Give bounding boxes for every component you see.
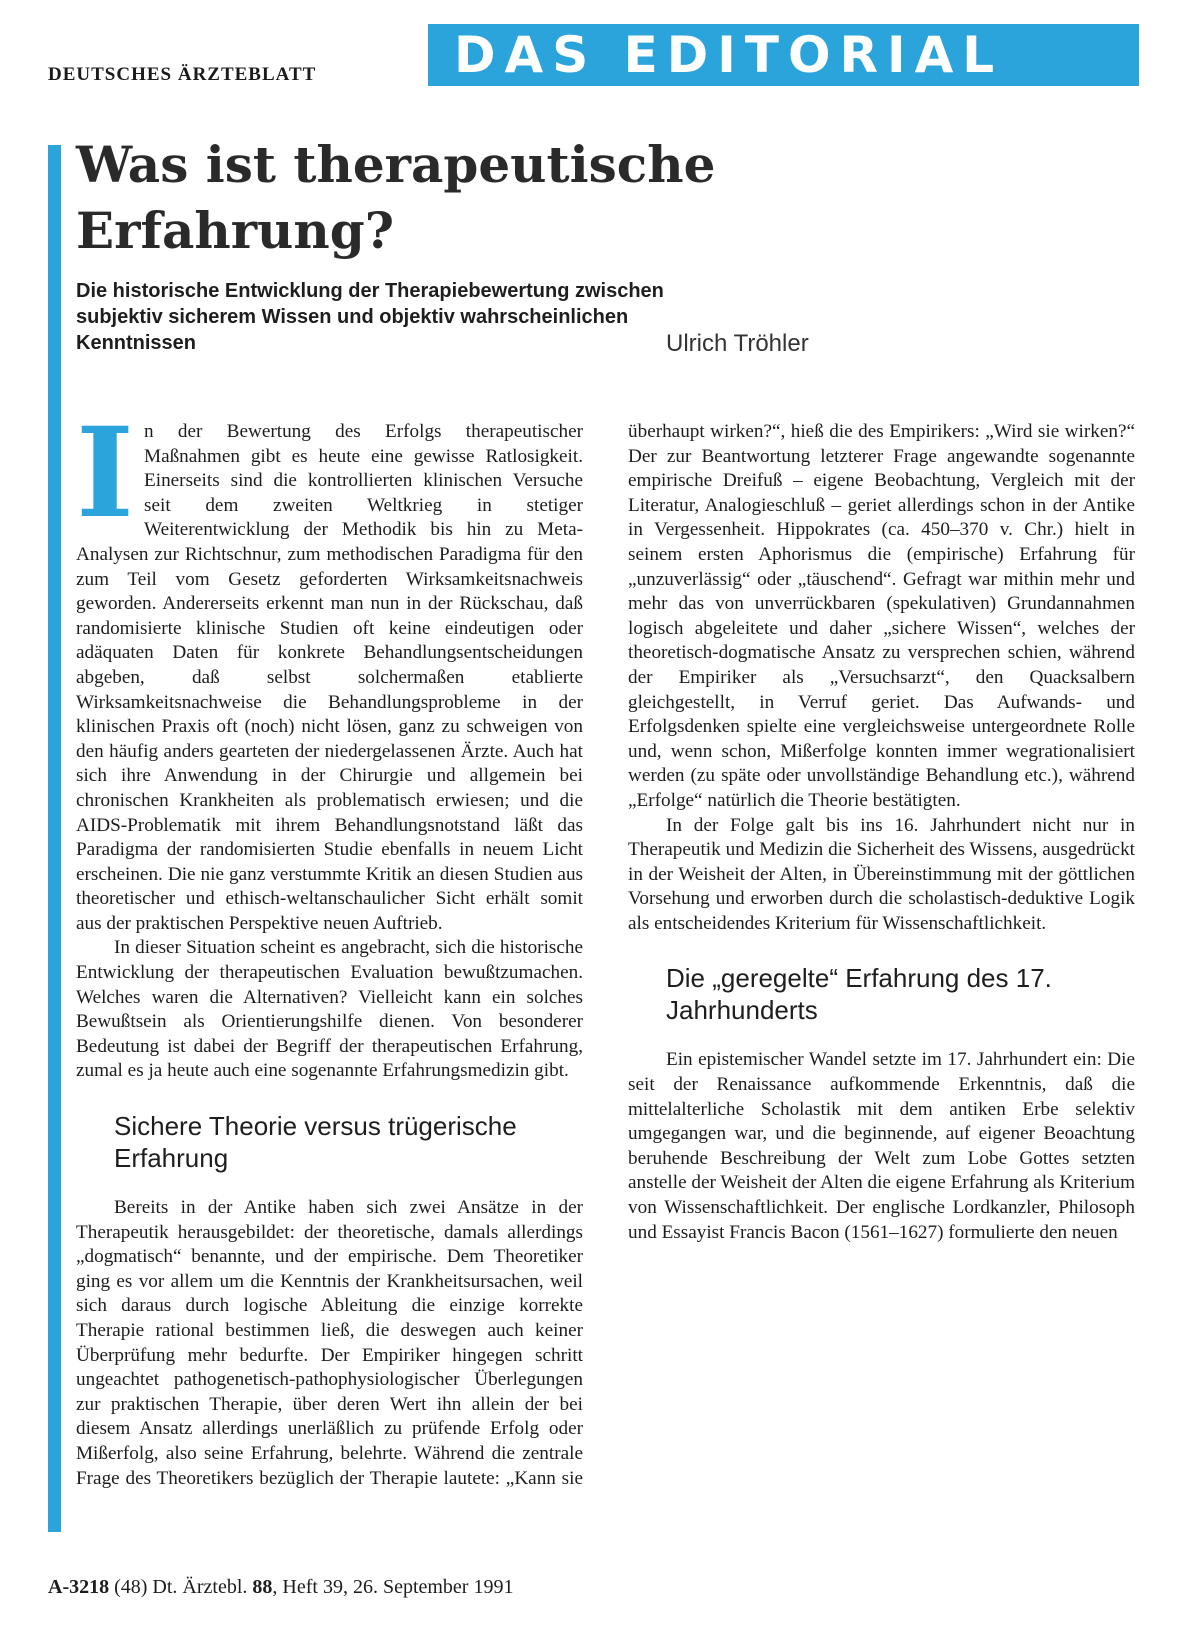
section-heading: Sichere Theorie versus trügerische Erfahrung (114, 1111, 517, 1174)
accent-bar (48, 145, 61, 1532)
text-column-left (76, 401, 583, 1491)
article-author: Ulrich Tröhler (666, 330, 809, 357)
paragraph-continued: überhaupt wirken?“, hieß die des Empirikers: „Wird sie wirken?“ Der zur Beantwortung letzterer Frage angewandte sogenannte empirische Dreifuß – eigene Beobachtung, Vergleich mit der Literatur, Analogieschluß – geriet allerdings schon in der Antike in Vergessenheit. Hippokrates (ca. 450–370 v. Chr.) hielt in seinem ersten Aphorismus die (empirische) Erfahrung für „unzuverlässig“ oder „täuschend“. Gefragt war mithin mehr und mehr das von unverrückbaren (spekulativen) Grundannahmen logisch abgeleitete und daher „sichere Wissen“, welches der theoretisch-dogmatische Ansatz zu versprechen schien, während der Empiriker als „Versuchsarzt“, den Quacksalbern gleichgestellt, in Verruf geriet. Das Aufwands- und Erfolgsdenken spielte eine vergleichsweise untergeordnete Rolle und, wenn schon, Mißerfolge konnten immer wegrationalisiert werden (zu späte oder unvollständige Behandlung etc.), während „Erfolge“ natürlich die Theorie bestätigten. (628, 421, 1135, 811)
citation-text: (48) Dt. Ärztebl. (109, 1576, 253, 1598)
section-banner: DAS EDITORIAL (428, 24, 1139, 86)
page-footer (48, 1576, 513, 1599)
article-title: Was ist therapeutische Erfahrung? (76, 135, 716, 260)
paragraph-intro (76, 401, 583, 936)
volume-number: 88 (252, 1576, 273, 1598)
paragraph: In der Folge galt bis ins 16. Jahrhundert nicht nur in Therapeutik und Medizin die Sicherheit des Wissens, ausgedrückt in der Weisheit der Alten, in Übereinstimmung mit der göttlichen Vorsehung und erworben durch die scholastisch-deduktive Logik als entscheidendes Kriterium für Wissenschaftlichkeit. (628, 814, 1135, 934)
article-subtitle: Die historische Entwicklung der Therapiebewertung zwischen subjektiv sicherem Wissen und objektiv wahrscheinlichen Kenntnissen (76, 280, 664, 354)
paragraph: Ein epistemischer Wandel setzte im 17. Jahrhundert ein: Die seit der Renaissance aufkommende Erkenntnis, daß die mittelalterliche Scholastik mit dem antiken Erbe selektiv umgegangen war, und die beginnende, auf eigener Beoachtung beruhende Beschreibung der Welt zum Lobe Gottes setzten anstelle der Weisheit der Alten die eigene Erfahrung als Kriterium von Wissenschaftlichkeit. Der englische Lordkanzler, Philosoph und Essayist Francis Bacon (1561–1627) formulierte den neuen (628, 1049, 1135, 1243)
text-column-right (628, 420, 1135, 1245)
paragraph: Bereits in der Antike haben sich zwei Ansätze in der Therapeutik herausgebildet: der theoretische, damals allerdings „dogmatisch“ benannte, und der empirische. Dem Theoretiker ging es vor allem um die Kenntnis der Krankheitsursachen, weil sich daraus durch logische Ableitung die einzige korrekte Therapie rational bestimmen ließ, die deswegen auch keiner Überprüfung mehr bedurfte. Der Empiriker hingegen schritt ungeachtet pathogenetisch-pathophysiologischer Überlegungen zur praktischen Therapie, über deren Wert ihn allein der bei diesem Ansatz allerdings unerläßlich zu prüfende Erfolg oder Mißerfolg, also seine Erfahrung, belehrte. Während die zentrale Frage des Theoretikers bezüglich der Therapie lautete: „Kann sie (76, 1197, 583, 1489)
citation-text-end: , Heft 39, 26. September 1991 (272, 1576, 514, 1598)
paragraph: In dieser Situation scheint es angebracht, sich die historische Entwicklung der therapeutischen Evaluation bewußtzumachen. Welches waren die Alternativen? Vielleicht kann ein solches Bewußtsein als Orientierungshilfe dienen. Von besonderer Bedeutung ist dabei der Begriff der therapeutischen Erfahrung, zumal es ja heute auch eine sogenannte Erfahrungsmedizin gibt. (76, 937, 583, 1082)
publication-name: DEUTSCHES ÄRZTEBLATT (48, 64, 317, 85)
paragraph-intro-text: n der Bewertung des Erfolgs therapeutischer Maßnahmen gibt es heute eine gewisse Ratlosigkeit. Einerseits sind die kontrollierten klinischen Versuche seit dem zweiten Weltkrieg in stetiger Weiterentwicklung der Methodik bis hin zu Meta-Analysen zur Richtschnur, zum methodischen Paradigma für den zum Teil vom Gesetz geforderten Wirksamkeitsnachweis geworden. Andererseits erkennt man nun in der Rückschau, daß randomisierte klinische Studien oft keine eindeutigen oder adäquaten Daten für konkrete Behandlungsentscheidungen abgeben, daß selbst solchermaßen etablierte Wirksamkeitsnachweise die Behandlungsprobleme in der klinischen Praxis oft (noch) nicht lösen, ganz zu schweigen von den häufig anders gearteten der niedergelassenen Ärzte. Auch hat sich ihre Anwendung in der Chirurgie und allgemein bei chronischen Krankheiten als problematisch erwiesen; und die AIDS-Problematik mit ihrem Behandlungsnotstand läßt das Paradigma der randomisierten Studie ebenfalls in neuem Licht erscheinen. Die nie ganz verstummte Kritik an diesen Studien aus theoretischer und ethisch-weltanschaulicher Sicht erhält somit aus der praktischen Perspektive neuen Auftrieb. (76, 421, 583, 934)
page-code: A-3218 (48, 1576, 110, 1598)
section-heading: Die „geregelte“ Erfahrung des 17. Jahrhunderts (666, 963, 1052, 1026)
drop-cap: I (76, 401, 135, 546)
